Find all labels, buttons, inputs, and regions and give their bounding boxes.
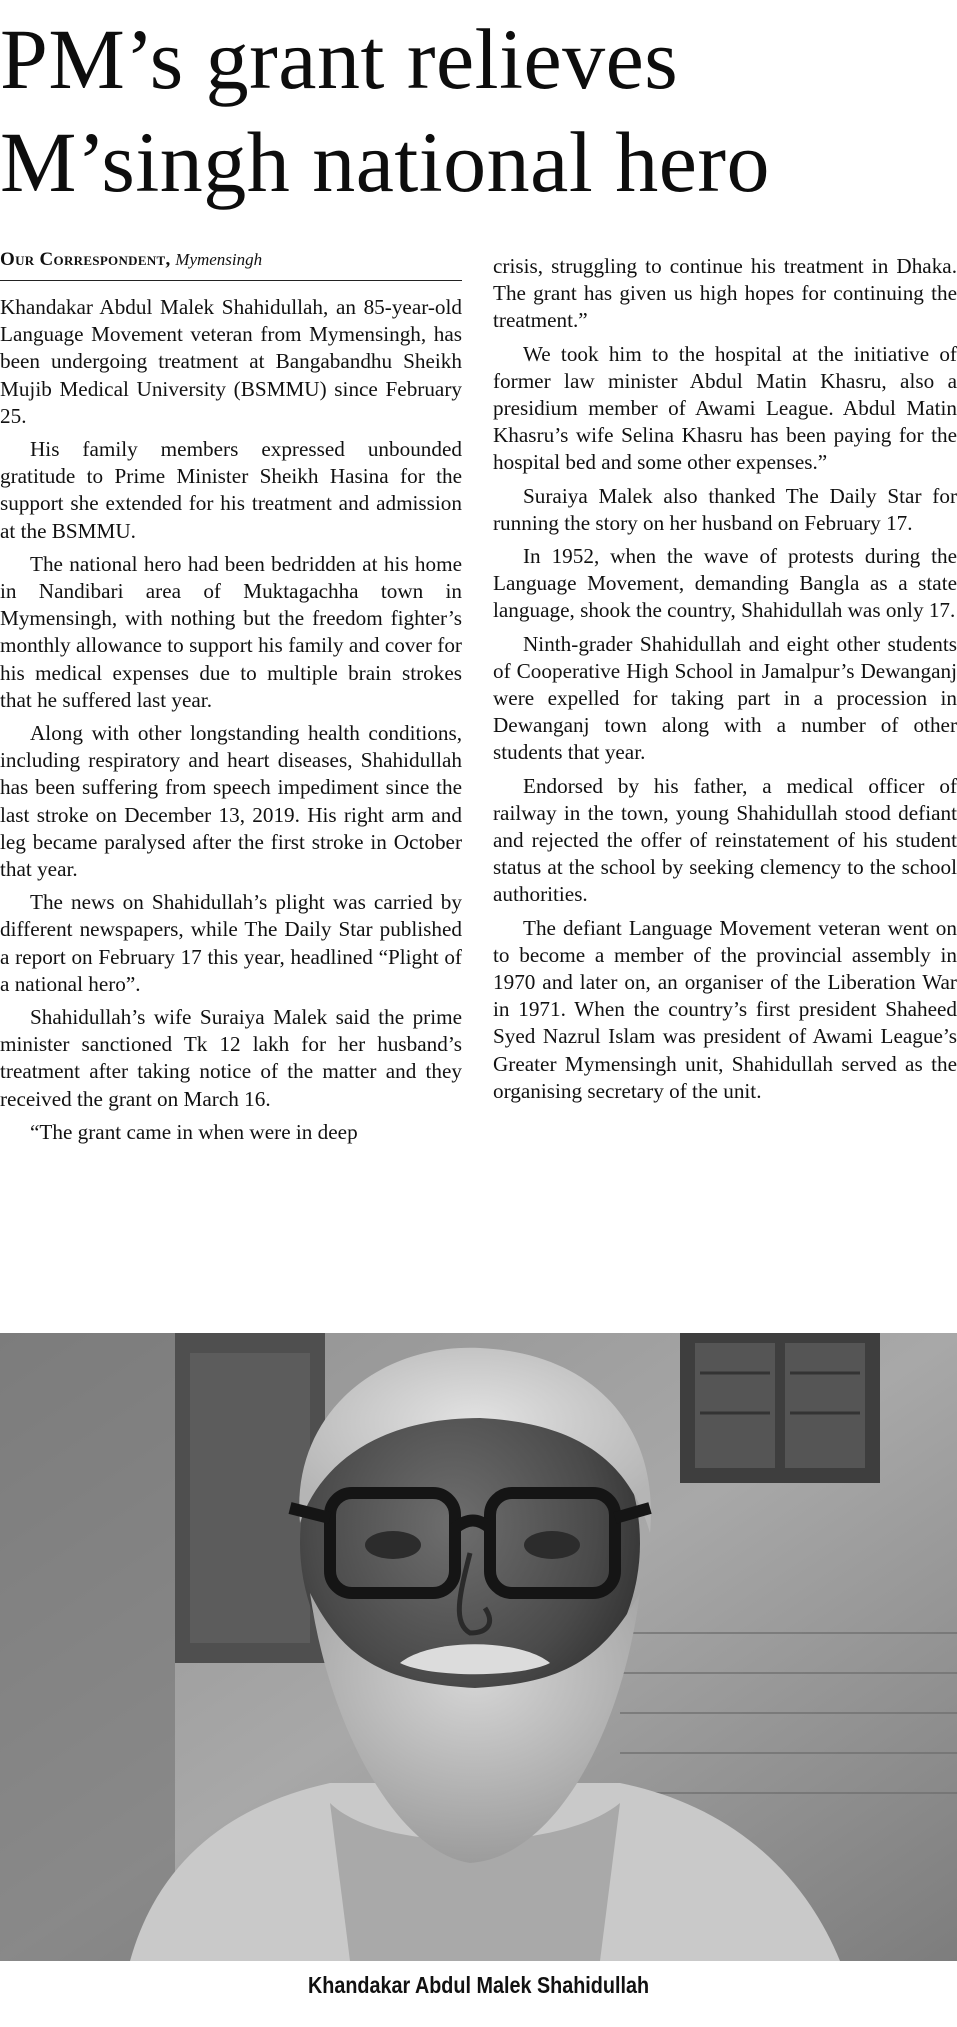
paragraph: We took him to the hospital at the initiative of former law minister Abdul Matin Khasru, also a presidium member of Awami League. Abdul Matin Khasru’s wife Selina Khasru has been paying for the hospital bed and some other expenses.”	[493, 341, 957, 475]
paragraph: The national hero had been bedridden at his home in Nandibari area of Muktagachha town in Mymensingh, with nothing but the freedom fighter’s monthly allowance to support his family and cover for his medical expenses due to multiple brain strokes that he suffered last year.	[0, 551, 462, 712]
headline-line-1: PM’s grant relieves	[0, 11, 679, 107]
photo-caption: Khandakar Abdul Malek Shahidullah	[307, 1972, 650, 1998]
paragraph: In 1952, when the wave of protests during the Language Movement, demanding Bangla as a state language, shook the country, Shahidullah was only 17.	[493, 544, 957, 623]
paragraph: Along with other longstanding health conditions, including respiratory and heart diseases, Shahidullah has been suffering from speech impediment since the last stroke on December 13, 2019. His right arm and leg became paralysed after the first stroke in October that year.	[0, 721, 462, 882]
paragraph: “The grant came in when were in deep	[30, 1119, 358, 1144]
paragraph: crisis, struggling to continue his treatment in Dhaka. The grant has given us high hopes for continuing the treatment.”	[493, 254, 957, 333]
headline-line-2: M’singh national hero	[0, 114, 771, 210]
byline	[0, 246, 462, 281]
paragraph: The news on Shahidullah’s plight was carried by different newspapers, while The Daily Star published a report on February 17 this year, headlined “Plight of a national hero”.	[0, 890, 462, 996]
article-column-1	[0, 294, 462, 1152]
paragraph: Endorsed by his father, a medical officer of railway in the town, young Shahidullah stood defiant and rejected the offer of reinstatement of his student status at the school by seeking clemency to the school authorities.	[493, 773, 957, 907]
paragraph: Ninth-grader Shahidullah and eight other students of Cooperative High School in Jamalpur’s Dewanganj were expelled for taking part in a procession in Dewanganj town along with a number of other students that year.	[493, 631, 957, 765]
paragraph: Suraiya Malek also thanked The Daily Star for running the story on her husband on February 17.	[493, 483, 957, 535]
paragraph: Shahidullah’s wife Suraiya Malek said the prime minister sanctioned Tk 12 lakh for her husband’s treatment after taking notice of the matter and they received the grant on March 16.	[0, 1005, 462, 1111]
paragraph: The defiant Language Movement veteran went on to become a member of the provincial assembly in 1970 and later on, an organiser of the Liberation War in 1971. When the country’s first president Shaheed Syed Nazrul Islam was president of Awami League’s Greater Mymensingh unit, Shahidullah served as the organising secretary of the unit.	[493, 915, 957, 1103]
byline-role: Our Correspondent,	[0, 249, 171, 270]
portrait-photo	[0, 1333, 957, 1961]
paragraph: Khandakar Abdul Malek Shahidullah, an 85-year-old Language Movement veteran from Mymensingh, has been undergoing treatment at Bangabandhu Sheikh Mujib Medical University (BSMMU) since February 25.	[0, 295, 462, 428]
paragraph: His family members expressed unbounded gratitude to Prime Minister Sheikh Hasina for the support she extended for his treatment and admission at the BSMMU.	[0, 437, 462, 543]
portrait-illustration	[0, 1333, 957, 1961]
article-column-2	[493, 253, 957, 1111]
byline-place: Mymensingh	[175, 250, 263, 269]
headline	[0, 8, 957, 214]
